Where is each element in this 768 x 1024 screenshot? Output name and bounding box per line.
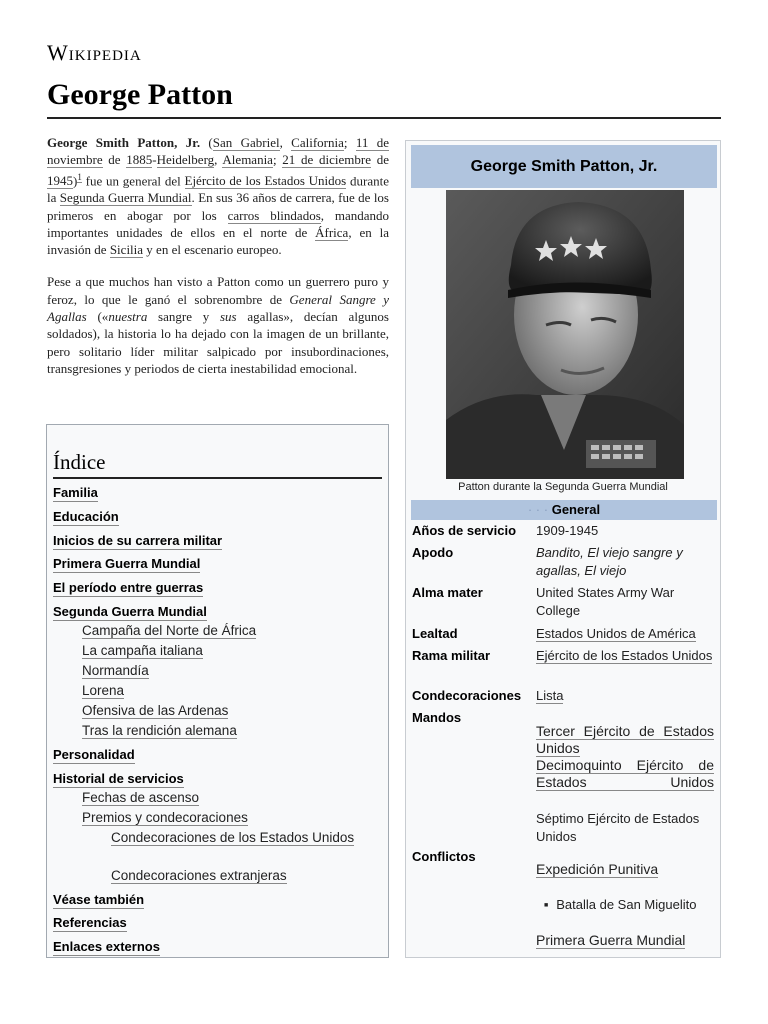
section-title: General	[551, 502, 601, 517]
toc-item[interactable]	[53, 485, 384, 502]
value-lealtad	[536, 625, 714, 643]
toc-subitem[interactable]	[53, 623, 384, 639]
bullet-batalla-san-miguelito: ■ Batalla de San Miguelito	[536, 896, 714, 915]
toc-item-label: Referencias	[53, 915, 127, 930]
inline-link[interactable]: Ejército de los Estados Unidos	[184, 172, 347, 188]
toc-item-label: Véase también	[53, 892, 145, 907]
article-intro	[47, 134, 389, 392]
photo-caption: Patton durante la Segunda Guerra Mundial	[458, 481, 668, 493]
toc-item[interactable]	[53, 604, 384, 621]
toc-subitem[interactable]	[53, 723, 384, 739]
text-run: agallas», decían algunos soldados), la historia lo ha dejado con la imagen de un brillante, pero solitario líder militar salpicado por insubordinaciones, transgresiones y periodos de cierta inestabilidad emocional.	[47, 309, 389, 376]
text-run: durante la	[47, 172, 389, 206]
inline-link[interactable]: 1885	[126, 152, 153, 168]
text-run: , en la invasión de	[47, 224, 389, 258]
toc-item[interactable]	[53, 892, 384, 909]
value-conflictos	[536, 860, 714, 950]
value-septimo-ejercito: Séptimo Ejército de Estados Unidos	[536, 811, 700, 844]
inline-link[interactable]: 1945	[47, 172, 73, 188]
toc-item-label: Primera Guerra Mundial	[53, 556, 201, 571]
label-rama-militar: Rama militar	[412, 648, 491, 663]
portrait-image	[446, 190, 684, 479]
toc-item-label: Educación	[53, 509, 119, 524]
toc-subitem-label: Normandía	[82, 663, 149, 678]
inline-link[interactable]: Alemania	[222, 152, 273, 168]
link-lealtad[interactable]: Estados Unidos de América	[536, 626, 696, 641]
text-run: . En sus 36 años de carrera, fue de los primeros en abogar por los	[47, 190, 389, 223]
toc-item[interactable]	[53, 747, 384, 764]
toc-item-label: Familia	[53, 485, 98, 500]
toc-subitem[interactable]	[53, 810, 384, 826]
label-condecoraciones: Condecoraciones	[412, 688, 522, 703]
inline-link[interactable]: Sicilia	[109, 242, 144, 258]
toc-item-label: El período entre guerras	[53, 580, 204, 595]
link-expedicion-punitiva[interactable]: Expedición Punitiva	[536, 861, 659, 877]
toc-item[interactable]	[53, 556, 384, 573]
link-rama-militar[interactable]: Ejército de los Estados Unidos	[536, 648, 713, 663]
link-tercer-ejercito[interactable]: Tercer Ejército de Estados Unidos	[536, 723, 714, 756]
portrait-photo[interactable]	[446, 190, 684, 479]
label-alma-mater: Alma mater	[412, 585, 483, 600]
inline-link[interactable]: África	[315, 224, 349, 240]
text-run: (	[200, 135, 213, 150]
text-run: nuestra	[108, 309, 148, 324]
toc-subsubitem-label: Condecoraciones de los Estados Unidos	[111, 830, 355, 845]
inline-link[interactable]: 11 de noviembre	[47, 135, 389, 168]
value-rama-militar	[536, 647, 714, 665]
infobox-section-header	[411, 500, 717, 520]
value-apodo: Bandito, El viejo sangre y agallas, El viejo	[536, 545, 683, 578]
toc-subitem-label: Lorena	[82, 683, 125, 698]
toc-subitem-label: Tras la rendición alemana	[82, 723, 237, 738]
label-conflictos: Conflictos	[412, 849, 476, 864]
link-condecoraciones-lista[interactable]: Lista	[536, 688, 564, 703]
toc-item-label: Segunda Guerra Mundial	[53, 604, 207, 619]
inline-link[interactable]: carros blindados	[227, 207, 321, 223]
section-dots: · · ·	[527, 502, 549, 517]
text-run: («	[86, 309, 109, 324]
text-run: , mandando importantes unidades de ellos en el norte de	[47, 207, 389, 240]
text-run: General Sangre y Agallas	[47, 291, 389, 324]
page-title: George Patton	[47, 78, 233, 111]
toc-subsubitem-label: Condecoraciones extranjeras	[111, 868, 287, 883]
text-run: sus	[219, 309, 237, 324]
label-mandos: Mandos	[412, 710, 462, 725]
toc-subitem-label: Ofensiva de las Ardenas	[82, 703, 229, 718]
toc-item-label: Personalidad	[53, 747, 135, 762]
table-of-contents	[46, 424, 389, 958]
toc-item[interactable]	[53, 580, 384, 597]
toc-subitem[interactable]	[53, 683, 384, 699]
toc-item-label: Inicios de su carrera militar	[53, 533, 223, 548]
link-primera-guerra-mundial[interactable]: Primera Guerra Mundial	[536, 931, 686, 948]
toc-subsubitem[interactable]	[53, 830, 384, 846]
text-run: ;	[272, 152, 283, 168]
toc-item[interactable]	[53, 533, 384, 550]
intro-paragraph-1	[47, 134, 389, 258]
text-run: de	[102, 152, 127, 168]
value-alma-mater: United States Army War College	[536, 585, 675, 618]
value-anos-servicio: 1909-1945	[536, 523, 599, 538]
inline-link[interactable]: San Gabriel	[212, 135, 280, 150]
inline-link[interactable]: Heidelberg	[156, 152, 215, 168]
value-condecoraciones	[536, 687, 714, 705]
toc-subitem-label: Fechas de ascenso	[82, 790, 200, 805]
toc-subitem-label: Premios y condecoraciones	[82, 810, 248, 825]
text-run: ;	[343, 135, 356, 150]
wikipedia-logo[interactable]: Wikipedia	[47, 40, 142, 65]
value-mandos	[536, 723, 714, 846]
toc-item[interactable]	[53, 771, 384, 788]
toc-subitem[interactable]	[53, 790, 384, 806]
text-run: sangre y	[147, 309, 220, 324]
toc-item-label: Historial de servicios	[53, 771, 184, 786]
toc-item-label: Enlaces externos	[53, 939, 160, 954]
toc-subitem-label: La campaña italiana	[82, 643, 203, 658]
toc-subitem[interactable]	[53, 703, 384, 719]
inline-link[interactable]: Segunda Guerra Mundial	[59, 190, 192, 206]
reference-superscript[interactable]: 1	[77, 171, 82, 182]
toc-item[interactable]	[53, 915, 384, 932]
toc-subsubitem[interactable]	[53, 868, 384, 884]
infobox-title: George Smith Patton, Jr.	[411, 145, 717, 188]
text-run: ,	[279, 135, 292, 150]
label-apodo: Apodo	[412, 545, 454, 560]
toc-subitem[interactable]	[53, 643, 384, 659]
toc-item[interactable]	[53, 509, 384, 526]
text-run: de	[370, 152, 389, 168]
label-lealtad: Lealtad	[412, 626, 458, 641]
text-run: )	[73, 172, 78, 188]
inline-link[interactable]: 21 de diciembre	[282, 152, 371, 168]
toc-title: Índice	[53, 450, 382, 479]
intro-paragraph-2	[47, 273, 389, 377]
text-run: George Smith Patton, Jr.	[47, 135, 201, 150]
text-run: fue un general del	[81, 172, 185, 188]
inline-link[interactable]: California	[291, 135, 344, 150]
title-divider	[47, 117, 721, 119]
toc-subitem-label: Campaña del Norte de África	[82, 623, 257, 638]
toc-item[interactable]	[53, 939, 384, 956]
toc-subitem[interactable]	[53, 663, 384, 679]
text-run: ,	[214, 152, 223, 168]
text-run: -	[152, 152, 157, 168]
text-run: y en el escenario europeo.	[143, 242, 282, 258]
text-run: Pese a que muchos han visto a Patton como un guerrero puro y feroz, lo que le ganó el sobrenombre de	[47, 274, 389, 307]
infobox	[405, 140, 721, 958]
label-anos-servicio: Años de servicio	[412, 523, 517, 538]
link-decimoquinto-ejercito[interactable]: Decimoquinto Ejército de Estados Unidos	[536, 757, 714, 790]
